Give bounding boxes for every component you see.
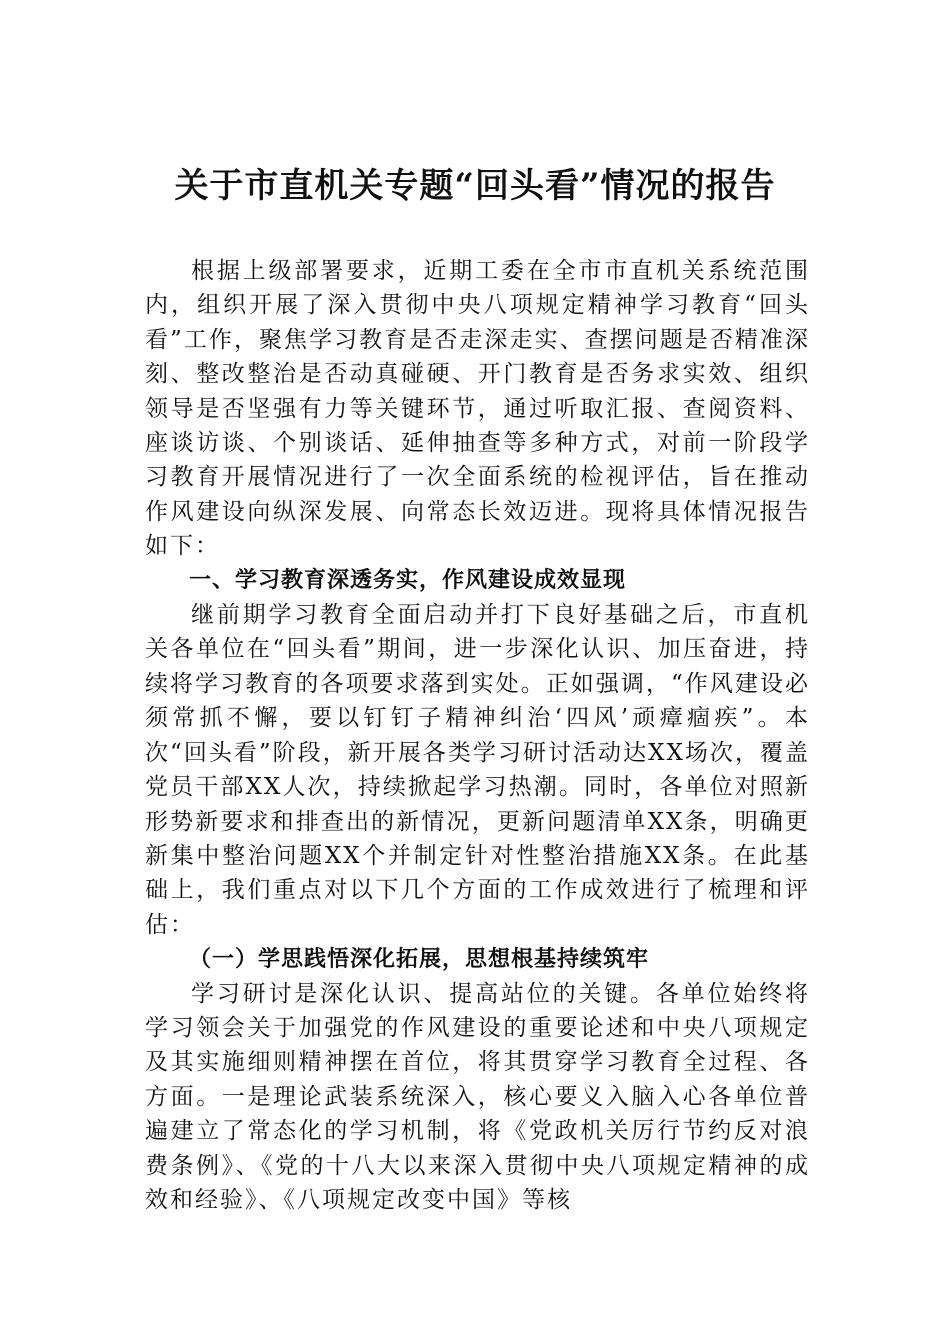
subsection-heading: （一）学思践悟深化拓展，思想根基持续筑牢 [189, 946, 650, 973]
document-body [145, 254, 810, 1217]
section-paragraph: 继前期学习教育全面启动并打下良好基础之后，市直机关各单位在“回头看”期间，进一步深化认识、加压奋进，持续将学习教育的各项要求落到实处。正如强调，“作风建设必须常抓不懈，要以钉钉子精神纠治‘四风’顽瘴痼疾”。本次“回头看”阶段，新开展各类学习研讨活动达XX场次，覆盖党员干部XX人次，持续掀起学习热潮。同时，各单位对照新形势新要求和排查出的新情况，更新问题清单XX条，明确更新集中整治问题XX个并制定针对性整治措施XX条。在此基础上，我们重点对以下几个方面的工作成效进行了梳理和评估： [145, 602, 810, 938]
intro-paragraph: 根据上级部署要求，近期工委在全市市直机关系统范围内，组织开展了深入贯彻中央八项规定精神学习教育“回头看”工作，聚焦学习教育是否走深走实、查摆问题是否精准深刻、整改整治是否动真碰硬、开门教育是否务求实效、组织领导是否坚强有力等关键环节，通过听取汇报、查阅资料、座谈访谈、个别谈话、延伸抽查等多种方式，对前一阶段学习教育开展情况进行了一次全面系统的检视评估，旨在推动作风建设向纵深发展、向常态长效迈进。现将具体情况报告如下： [145, 258, 810, 560]
subsection-paragraph: 学习研讨是深化认识、提高站位的关键。各单位始终将学习领会关于加强党的作风建设的重要论述和中央八项规定及其实施细则精神摆在首位，将其贯穿学习教育全过程、各方面。一是理论武装系统深入，核心要义入脑入心各单位普遍建立了常态化的学习机制，将《党政机关厉行节约反对浪费条例》、《党的十八大以来深入贯彻中央八项规定精神的成效和经验》、《八项规定改变中国》等核 [145, 980, 810, 1213]
section-heading: 一、学习教育深透务实，作风建设成效显现 [189, 567, 627, 593]
document-title: 关于市直机关专题“回头看”情况的报告 [174, 166, 776, 206]
